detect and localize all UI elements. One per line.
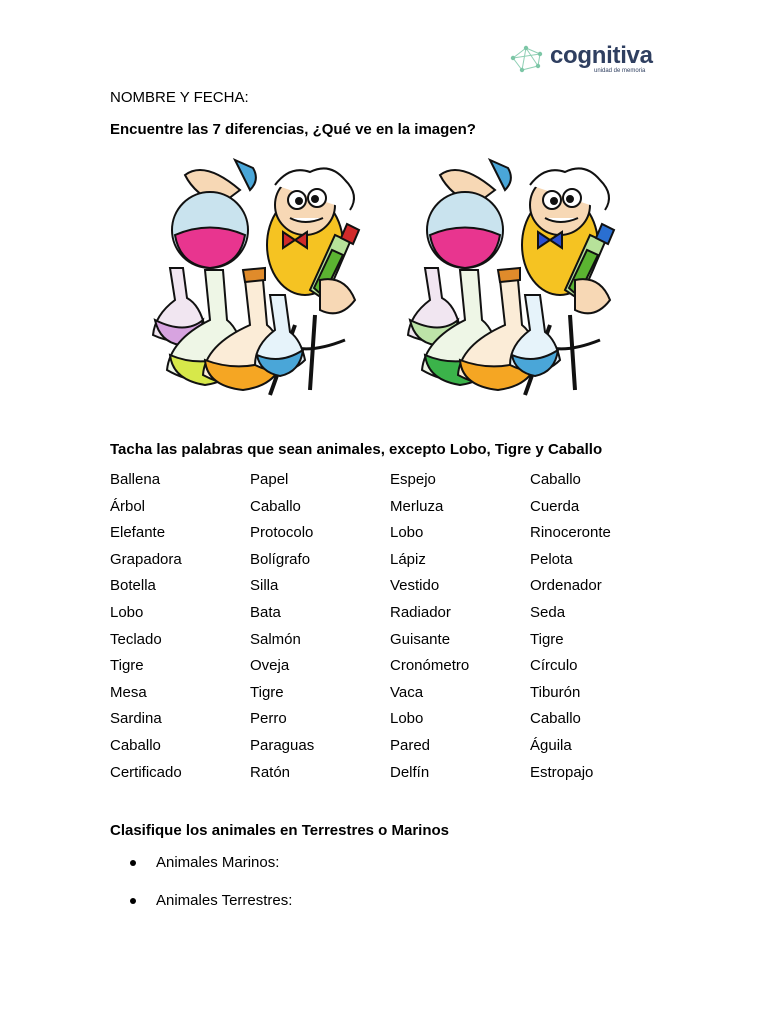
word-row <box>110 683 670 710</box>
word-item: Caballo <box>530 710 581 728</box>
logo-tagline: unidad de memoria <box>594 68 646 74</box>
bullet-label: Animales Terrestres: <box>156 892 293 909</box>
word-row <box>110 656 670 683</box>
word-item: Merluza <box>390 497 444 515</box>
word-item: Grapadora <box>110 550 182 568</box>
cognitiva-logo <box>508 42 658 76</box>
word-item: Lápiz <box>390 550 426 568</box>
word-item: Águila <box>530 736 572 754</box>
bullet-icon <box>130 860 136 866</box>
word-item: Silla <box>250 577 279 595</box>
classify-section-title: Clasifique los animales en Terrestres o Marinos <box>110 822 450 839</box>
word-item: Tiburón <box>530 683 581 701</box>
word-grid <box>110 470 670 789</box>
word-item: Botella <box>110 577 156 595</box>
word-item: Paraguas <box>250 736 315 754</box>
word-row <box>110 523 670 550</box>
word-item: Delfín <box>390 763 430 781</box>
words-section-title: Tacha las palabras que sean animales, excepto Lobo, Tigre y Caballo <box>110 441 603 458</box>
word-item: Mesa <box>110 683 147 701</box>
scientist-illustration-right-icon <box>400 150 630 398</box>
word-item: Guisante <box>390 630 451 648</box>
logo-wordmark: cognitiva <box>550 42 653 69</box>
scientist-illustration-left-icon <box>145 150 375 398</box>
word-item: Estropajo <box>530 763 594 781</box>
word-item: Papel <box>250 471 289 488</box>
word-item: Vaca <box>390 683 424 701</box>
word-item: Espejo <box>390 471 436 488</box>
word-row <box>110 736 670 763</box>
word-item: Árbol <box>110 497 146 515</box>
word-item: Protocolo <box>250 524 314 542</box>
word-item: Lobo <box>390 710 424 728</box>
word-item: Radiador <box>390 603 451 621</box>
word-item: Bata <box>250 603 281 621</box>
word-item: Ballena <box>110 471 161 488</box>
word-item: Perro <box>250 710 287 728</box>
word-row <box>110 550 670 577</box>
word-item: Certificado <box>110 763 182 781</box>
word-item: Caballo <box>110 736 161 754</box>
word-row <box>110 603 670 630</box>
word-item: Oveja <box>250 657 290 675</box>
word-item: Tigre <box>110 657 144 675</box>
word-row <box>110 709 670 736</box>
bullet-label: Animales Marinos: <box>156 854 280 871</box>
word-item: Pelota <box>530 550 573 568</box>
word-item: Caballo <box>530 471 581 488</box>
word-row <box>110 630 670 657</box>
word-row <box>110 763 670 790</box>
word-item: Ratón <box>250 763 291 781</box>
name-date-label: NOMBRE Y FECHA: <box>110 89 249 106</box>
word-item: Bolígrafo <box>250 550 311 568</box>
word-row <box>110 497 670 524</box>
word-item: Elefante <box>110 524 166 542</box>
word-row <box>110 470 670 497</box>
word-item: Lobo <box>390 524 424 542</box>
word-item: Círculo <box>530 657 578 675</box>
word-item: Tigre <box>250 683 284 701</box>
word-item: Vestido <box>390 577 440 595</box>
word-item: Tigre <box>530 630 564 648</box>
word-item: Lobo <box>110 603 144 621</box>
word-item: Caballo <box>250 497 301 515</box>
word-item: Cronómetro <box>390 657 470 675</box>
word-item: Cuerda <box>530 497 580 515</box>
differences-instruction: Encuentre las 7 diferencias, ¿Qué ve en la imagen? <box>110 121 476 138</box>
word-item: Rinoceronte <box>530 524 611 542</box>
word-item: Seda <box>530 603 566 621</box>
word-row <box>110 576 670 603</box>
word-item: Teclado <box>110 630 162 648</box>
word-item: Pared <box>390 736 431 754</box>
word-item: Salmón <box>250 630 301 648</box>
word-item: Sardina <box>110 710 162 728</box>
bullet-icon <box>130 898 136 904</box>
network-logo-icon <box>508 42 548 76</box>
word-item: Ordenador <box>530 577 602 595</box>
